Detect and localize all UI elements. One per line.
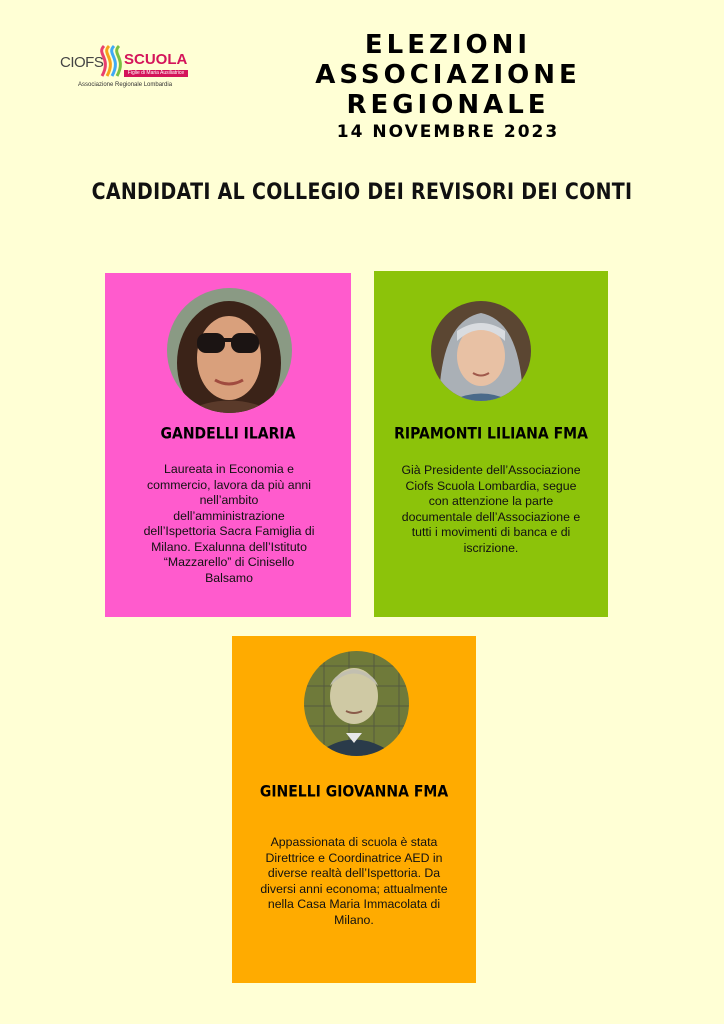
title-line-1: ELEZIONI ASSOCIAZIONE (315, 30, 581, 90)
portrait-woman-sunglasses-icon (167, 288, 292, 413)
logo-swirl-icon (98, 44, 124, 78)
logo-scuola-text: SCUOLA (124, 51, 188, 68)
logo-ciofs-text: CIOFS (60, 54, 104, 71)
candidate-description: Appassionata di scuola è stata Direttrice e Coordinatrice AED in diverse realtà dell’Ispettoria. Da diversi anni economa; attualmente nella Casa Maria Immacolata di Milano. (260, 835, 448, 927)
election-date: 14 NOVEMBRE 2023 (336, 122, 560, 142)
candidate-photo (167, 288, 292, 413)
logo-region-text: Associazione Regionale Lombardia (78, 82, 173, 88)
portrait-woman-icon (304, 651, 409, 756)
candidate-card-gandelli (105, 273, 351, 617)
ciofs-scuola-logo (60, 42, 195, 92)
candidate-photo (431, 301, 531, 401)
candidate-card-ginelli (232, 636, 476, 983)
logo-tagline: Figlie di Maria Ausiliatrice (124, 70, 188, 77)
candidate-description: Già Presidente dell’Associazione Ciofs Scuola Lombardia, segue con attenzione la parte documentale dell’Associazione e tutti i movimenti di banca e di iscrizione. (401, 463, 581, 555)
candidate-name: RIPAMONTI LILIANA FMA (394, 424, 588, 444)
candidate-card-ripamonti (374, 271, 608, 617)
candidate-name: GANDELLI ILARIA (160, 424, 296, 444)
portrait-nun-icon (431, 301, 531, 401)
title-line-2: REGIONALE (346, 90, 550, 120)
candidate-description: Laureata in Economia e commercio, lavora da più anni nell’ambito dell’amministrazione dell’Ispettoria Sacra Famiglia di Milano. Exalunna dell’Istituto “Mazzarello” di Cinisello Balsamo (143, 462, 315, 585)
candidate-photo (304, 651, 409, 756)
candidate-name: GINELLI GIOVANNA FMA (259, 782, 449, 802)
page-title (230, 30, 666, 142)
section-subtitle: CANDIDATI AL COLLEGIO DEI REVISORI DEI CONTI (91, 179, 633, 205)
